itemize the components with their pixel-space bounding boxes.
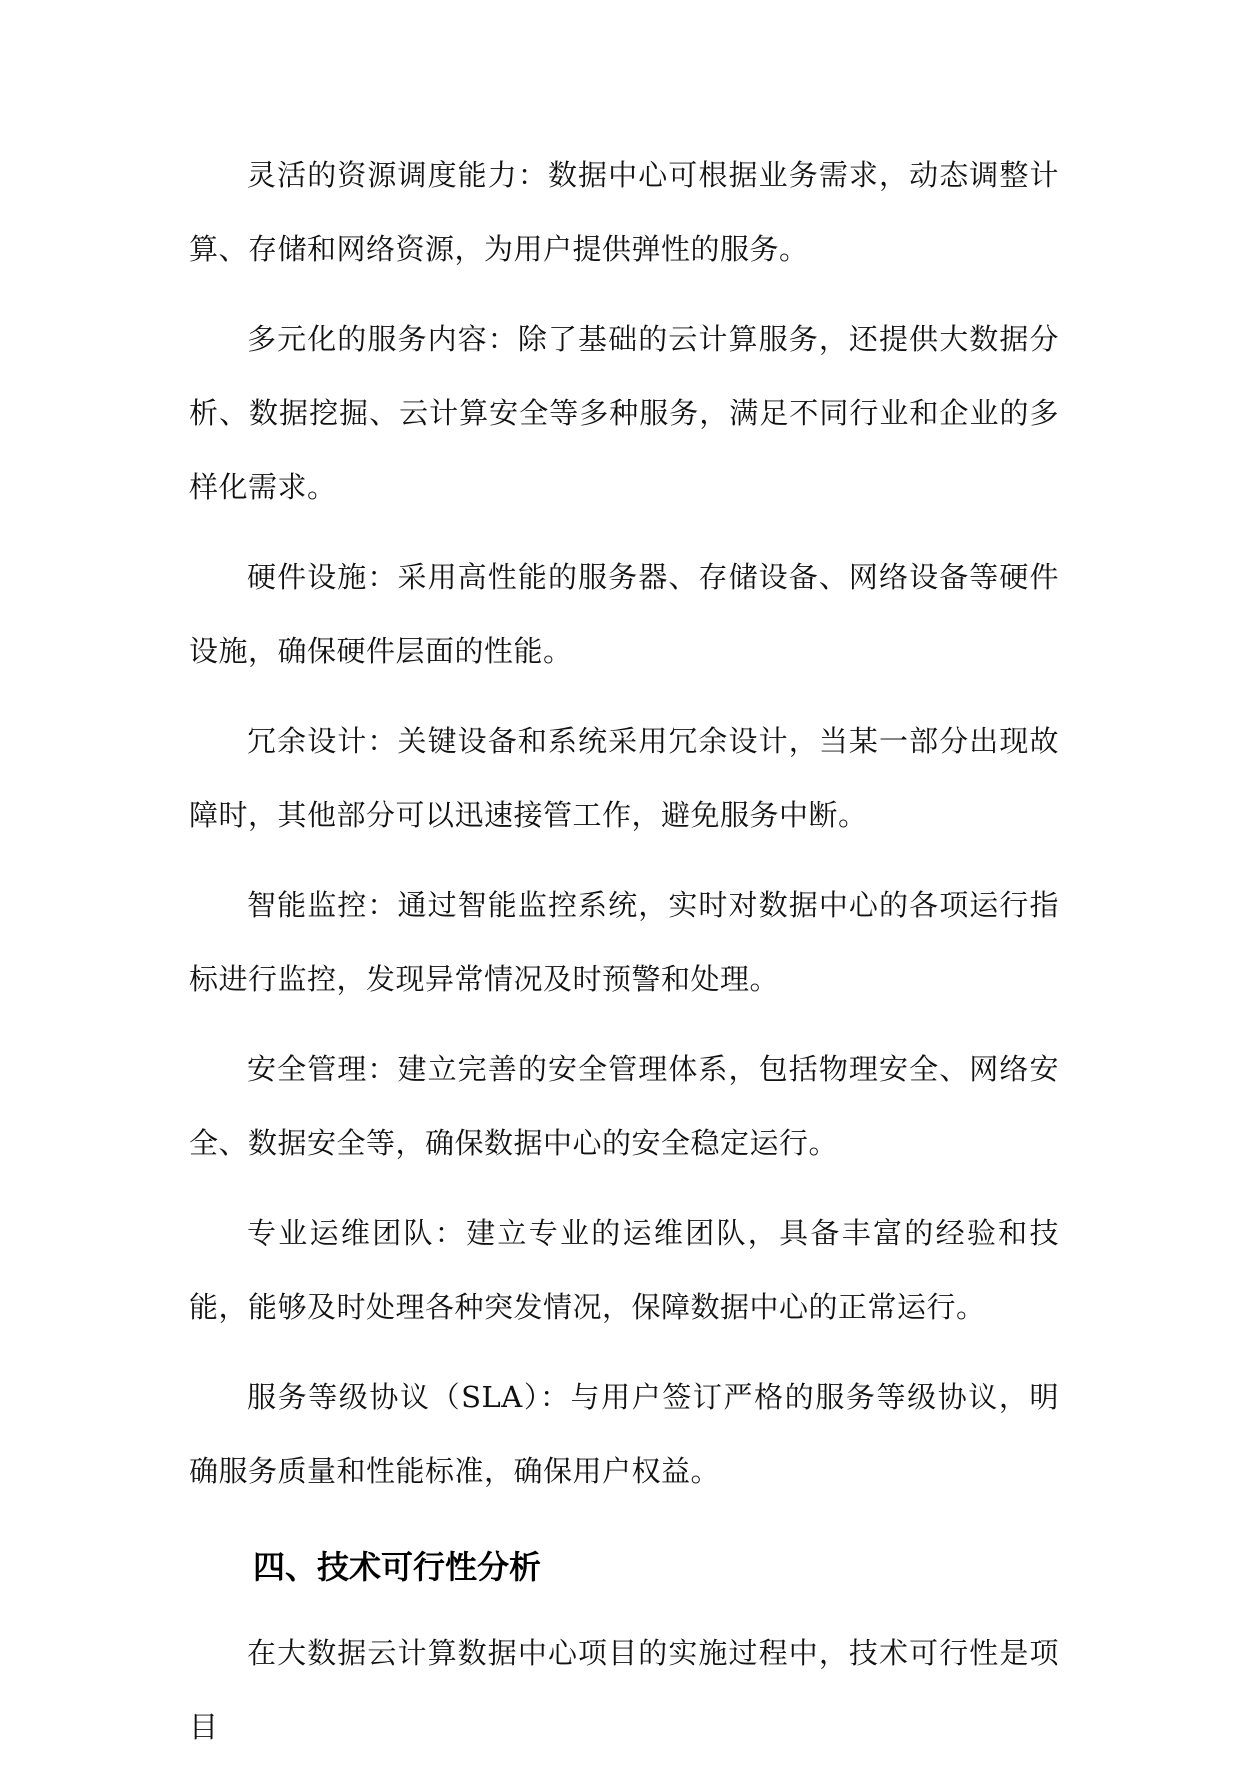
paragraph-diversified-services: 多元化的服务内容：除了基础的云计算服务，还提供大数据分析、数据挖掘、云计算安全等多种服务，满足不同行业和企业的多样化需求。 (189, 322, 1059, 504)
paragraph-sla: 服务等级协议（SLA）：与用户签订严格的服务等级协议，明确服务质量和性能标准，确保用户权益。 (189, 1380, 1059, 1488)
paragraph-resource-scheduling: 灵活的资源调度能力：数据中心可根据业务需求，动态调整计算、存储和网络资源，为用户提供弹性的服务。 (189, 158, 1059, 266)
page-content (189, 138, 1059, 1780)
paragraph-ops-team: 专业运维团队：建立专业的运维团队，具备丰富的经验和技能，能够及时处理各种突发情况，保障数据中心的正常运行。 (189, 1216, 1059, 1324)
paragraph-technical-feasibility: 在大数据云计算数据中心项目的实施过程中，技术可行性是项目 (189, 1636, 1059, 1744)
paragraph-security-management: 安全管理：建立完善的安全管理体系，包括物理安全、网络安全、数据安全等，确保数据中心的安全稳定运行。 (189, 1052, 1059, 1160)
section-heading: 四、技术可行性分析 (253, 1548, 542, 1586)
paragraph-intelligent-monitoring: 智能监控：通过智能监控系统，实时对数据中心的各项运行指标进行监控，发现异常情况及时预警和处理。 (189, 888, 1059, 996)
paragraph-redundancy-design: 冗余设计：关键设备和系统采用冗余设计，当某一部分出现故障时，其他部分可以迅速接管工作，避免服务中断。 (189, 724, 1059, 832)
paragraph-hardware-facilities: 硬件设施：采用高性能的服务器、存储设备、网络设备等硬件设施，确保硬件层面的性能。 (189, 560, 1059, 668)
